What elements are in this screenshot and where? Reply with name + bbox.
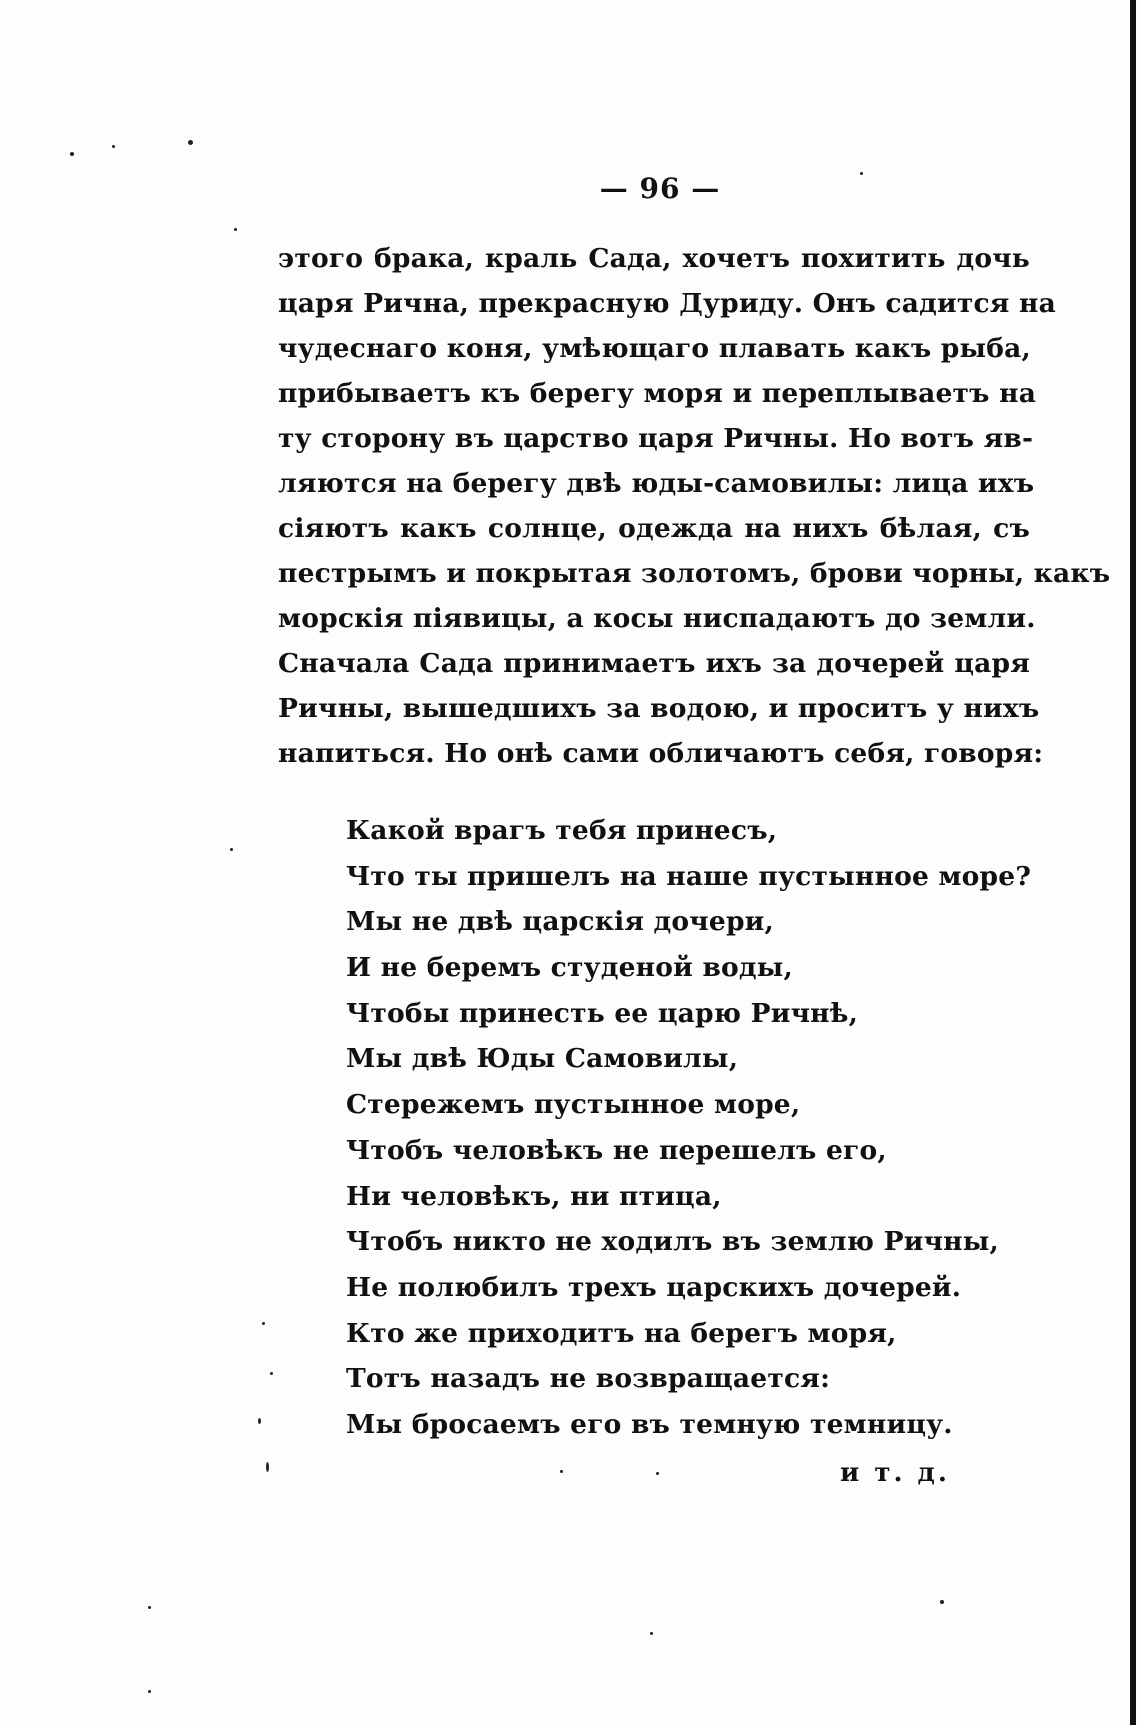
prose-line: пестрымъ и покрытая золотомъ, брови чорны, какъ <box>278 558 1111 589</box>
scan-speck <box>230 848 233 851</box>
scan-speck <box>188 140 193 145</box>
verse-line: Ни человѣкъ, ни птица, <box>346 1180 722 1212</box>
scan-speck <box>560 1470 563 1473</box>
verse-block <box>346 808 1032 1448</box>
scan-speck <box>270 1372 273 1375</box>
scan-speck <box>262 1322 265 1325</box>
prose-line: сіяютъ какъ солнце, одежда на нихъ бѣлая, съ <box>278 513 1030 544</box>
scan-speck <box>70 152 74 156</box>
verse-line: Чтобъ человѣкъ не перешелъ его, <box>346 1134 887 1166</box>
verse-line: Кто же приходитъ на берегъ моря, <box>346 1317 897 1349</box>
prose-line: чудеснаго коня, умѣющаго плавать какъ рыба, <box>278 333 1031 364</box>
scan-speck <box>148 1606 151 1609</box>
scan-speck <box>234 228 237 231</box>
scan-speck <box>656 1472 659 1475</box>
verse-line: Мы двѣ Юды Самовилы, <box>346 1043 739 1075</box>
page-edge-rule <box>1130 0 1136 1725</box>
verse-line: Чтобы принесть ее царю Ричнѣ, <box>346 997 859 1029</box>
prose-line: ту сторону въ царство царя Ричны. Но вотъ яв- <box>278 423 1034 454</box>
verse-line: Не полюбилъ трехъ царскихъ дочерей. <box>346 1271 962 1303</box>
verse-line: Мы бросаемъ его въ темную темницу. <box>346 1408 953 1440</box>
verse-line: Мы не двѣ царскія дочери, <box>346 906 774 938</box>
scan-speck <box>860 172 863 175</box>
prose-line: царя Ричнa, прекрасную Дуриду. Онъ садится на <box>278 288 1056 319</box>
prose-line: этого брака, краль Сада, хочетъ похитить дочь <box>278 243 1030 274</box>
verse-line: Стережемъ пустынное море, <box>346 1089 801 1121</box>
prose-line: Ричны, вышедшихъ за водою, и проситъ у нихъ <box>278 693 1040 724</box>
scan-speck <box>258 1418 261 1424</box>
scan-speck <box>148 1690 151 1693</box>
prose-line: прибываетъ къ берегу моря и переплываетъ на <box>278 378 1037 409</box>
verse-line: Какой врагъ тебя принесъ, <box>346 815 778 846</box>
prose-paragraph <box>278 236 1111 776</box>
prose-line: морскія піявицы, а косы ниспадаютъ до земли. <box>278 603 1036 634</box>
scan-speck <box>650 1632 653 1635</box>
prose-line: Сначала Сада принимаетъ ихъ за дочерей царя <box>278 648 1030 679</box>
verse-line: И не беремъ студеной воды, <box>346 952 793 984</box>
verse-line: Тотъ назадъ не возвращается: <box>346 1363 831 1395</box>
verse-line: Чтобъ никто не ходилъ въ землю Ричны, <box>346 1226 999 1258</box>
et-cetera: и т. д. <box>840 1458 950 1488</box>
page-number: — 96 — <box>599 172 721 205</box>
prose-line: напиться. Но онѣ сами обличаютъ себя, говоря: <box>278 738 1044 769</box>
scan-speck <box>112 145 115 148</box>
scan-speck <box>940 1600 944 1604</box>
scan-speck <box>266 1462 269 1472</box>
verse-line: Что ты пришелъ на наше пустынное море? <box>346 860 1032 892</box>
prose-line: ляются на берегу двѣ юды-самовилы: лица ихъ <box>278 468 1035 499</box>
